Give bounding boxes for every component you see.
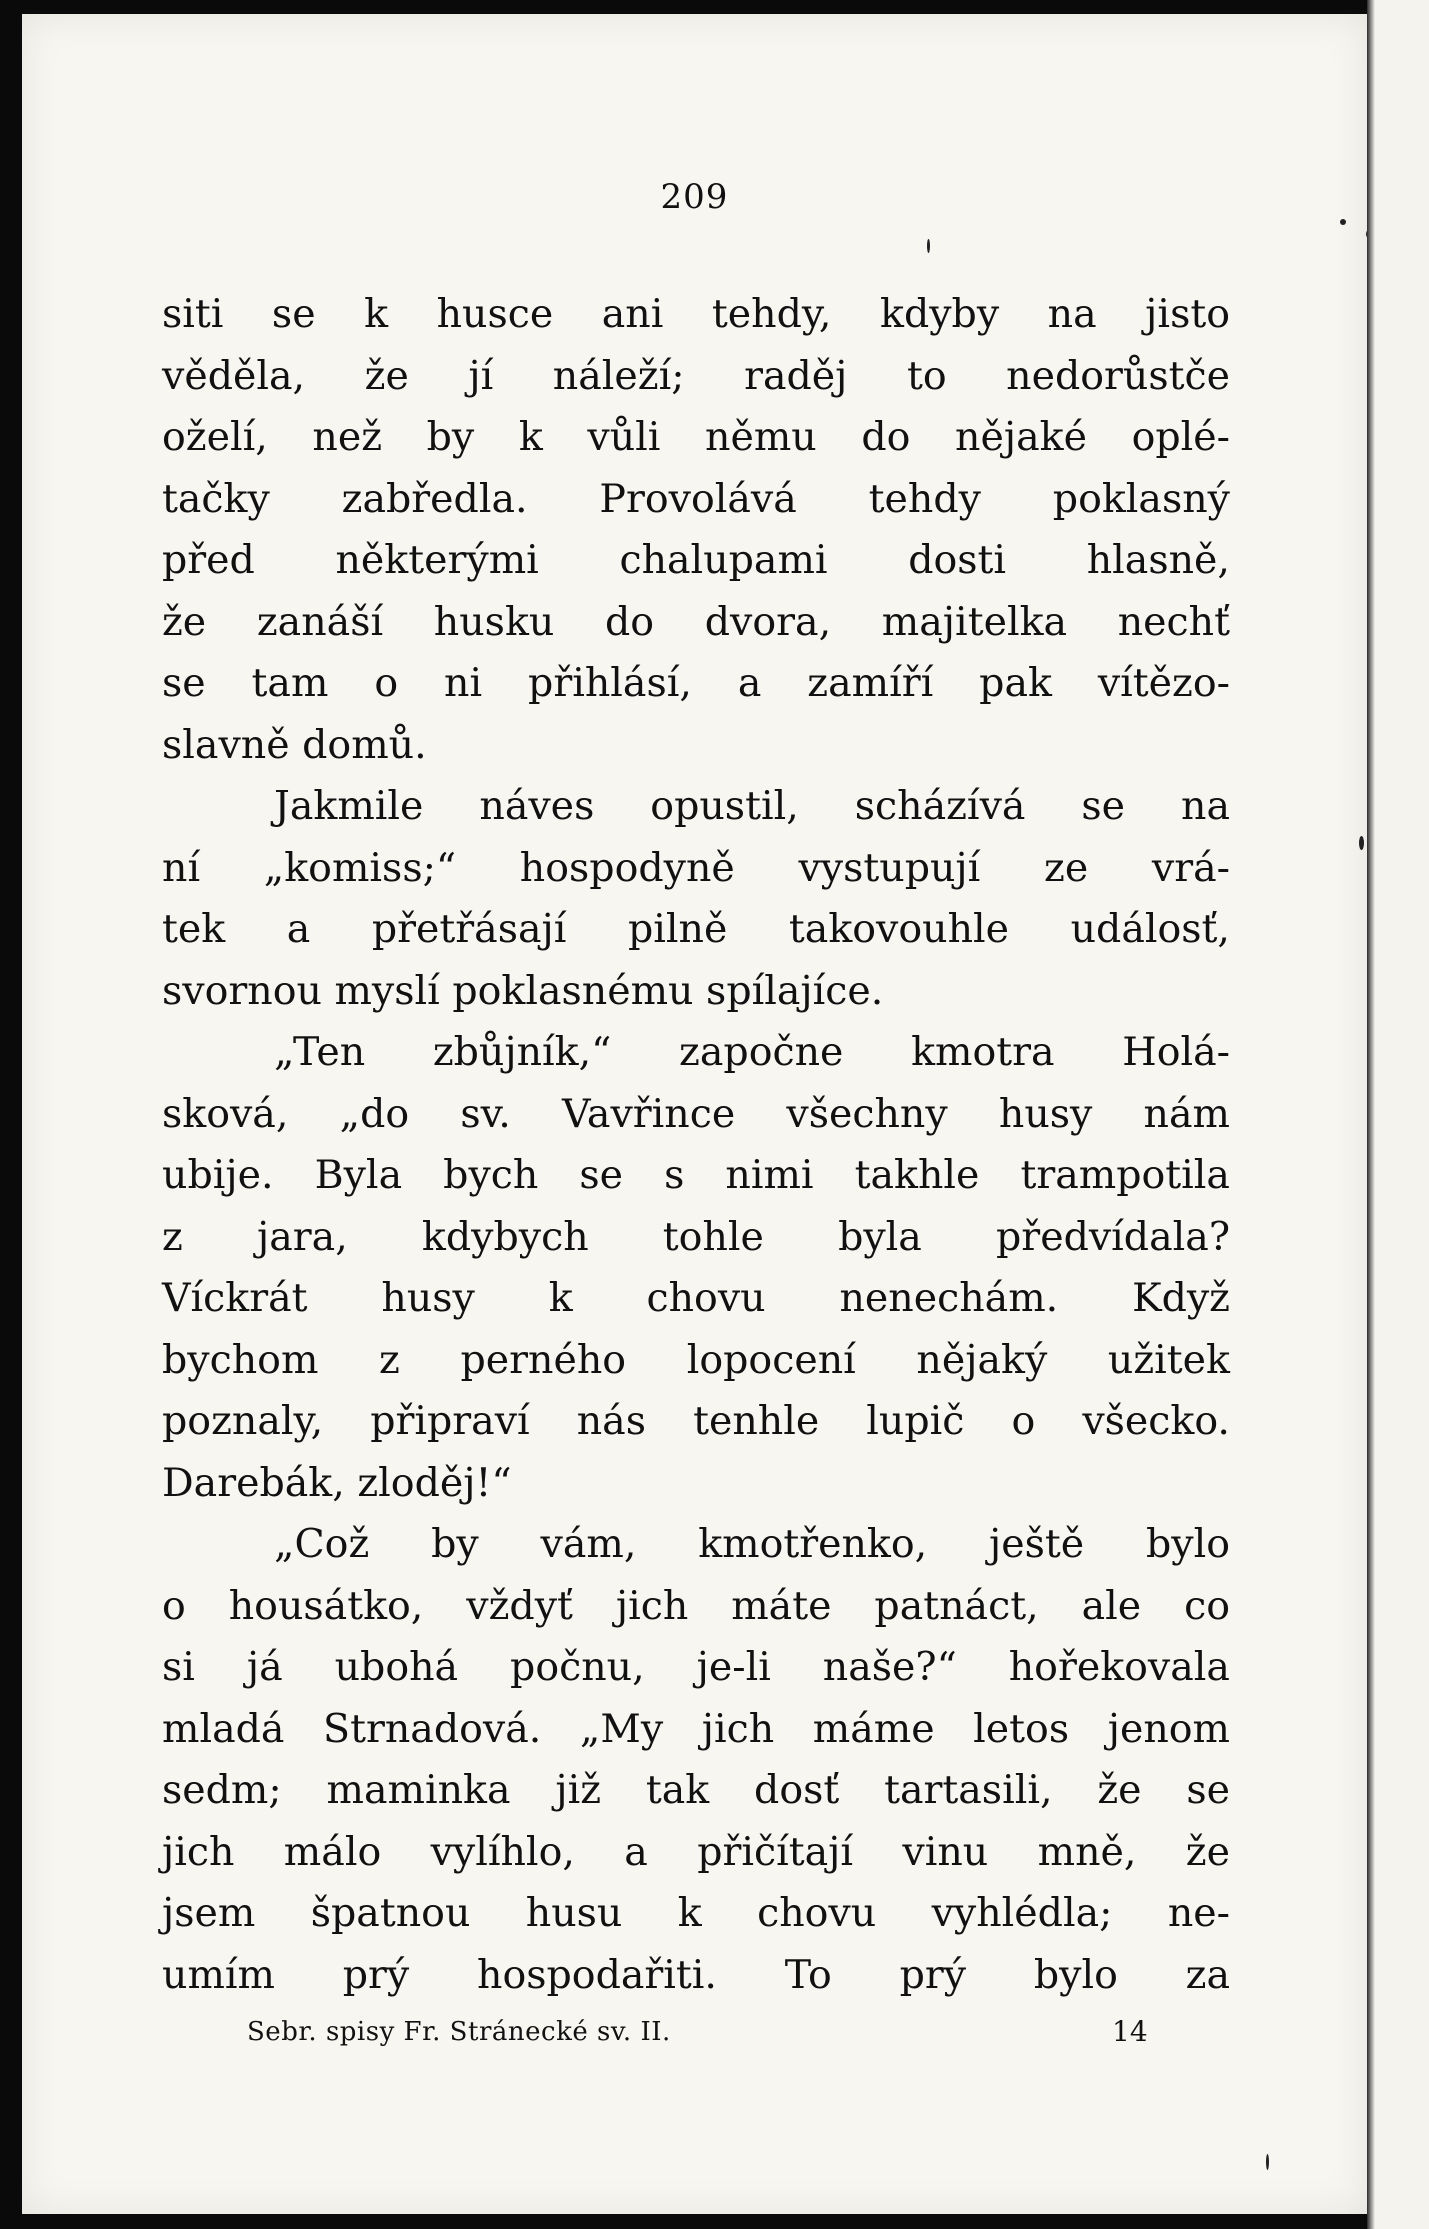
scan-speck (1266, 2154, 1269, 2170)
text-line: poznaly, připraví nás tenhle lupič o všecko. (162, 1398, 1230, 1444)
text-line: tačky zabředla. Provolává tehdy poklasný (162, 475, 1230, 522)
text-line: o housátko, vždyť jich máte patnáct, ale co (162, 1582, 1230, 1629)
text-line: mladá Strnadová. „My jich máme letos jenom (162, 1705, 1230, 1752)
scan-speck (927, 239, 930, 253)
page-number: 209 (660, 177, 729, 217)
text-line: jsem špatnou husu k chovu vyhlédla; ne- (162, 1890, 1230, 1936)
page-body-text (162, 284, 1230, 2006)
text-line: „Což by vám, kmotřenko, ještě bylo (274, 1521, 1230, 1567)
text-line: si já ubohá počnu, je-li naše?“ hořekovala (162, 1644, 1230, 1690)
text-line: ní „komiss;“ hospodyně vystupují ze vrá- (162, 844, 1230, 891)
text-line: Jakmile náves opustil, scházívá se na (274, 783, 1230, 829)
text-line: „Ten zbůjník,“ započne kmotra Holá- (274, 1029, 1230, 1075)
text-line: že zanáší husku do dvora, majitelka nechť (162, 598, 1230, 645)
text-line: slavně domů. (162, 721, 427, 768)
text-line: ubije. Byla bych se s nimi takhle trampotila (162, 1152, 1230, 1198)
text-line: bychom z perného lopocení nějaký užitek (162, 1336, 1230, 1383)
footer-sheet-number: 14 (1112, 2015, 1148, 2048)
text-line: sedm; maminka již tak dosť tartasili, že se (162, 1767, 1230, 1813)
text-line: jich málo vylíhlo, a přičítají vinu mně, že (162, 1828, 1230, 1875)
text-line: umím prý hospodařiti. To prý bylo za (162, 1951, 1230, 1998)
text-line: věděla, že jí náleží; raděj to nedorůstče (162, 352, 1230, 399)
text-line: oželí, než by k vůli němu do nějaké oplé- (162, 414, 1230, 460)
text-line: se tam o ni přihlásí, a zamíří pak vítězo- (162, 660, 1230, 706)
page-edge-shadow (1367, 0, 1375, 2229)
scan-speck (1359, 836, 1364, 850)
text-line: tek a přetřásají pilně takovouhle událosť, (162, 906, 1230, 952)
text-line: svornou myslí poklasnému spílajíce. (162, 967, 884, 1014)
text-line: sková, „do sv. Vavřince všechny husy nám (162, 1090, 1230, 1137)
scan-speck (1340, 219, 1346, 225)
book-page (22, 14, 1367, 2214)
text-line: siti se k husce ani tehdy, kdyby na jisto (162, 291, 1230, 337)
page-edge (1367, 0, 1429, 2229)
text-line: před některými chalupami dosti hlasně, (162, 537, 1230, 583)
text-line: Darebák, zloděj!“ (162, 1459, 512, 1506)
text-line: Víckrát husy k chovu nenechám. Když (162, 1275, 1230, 1321)
text-line: z jara, kdybych tohle byla předvídala? (162, 1213, 1230, 1260)
footer-signature: Sebr. spisy Fr. Stránecké sv. II. (247, 2017, 671, 2047)
